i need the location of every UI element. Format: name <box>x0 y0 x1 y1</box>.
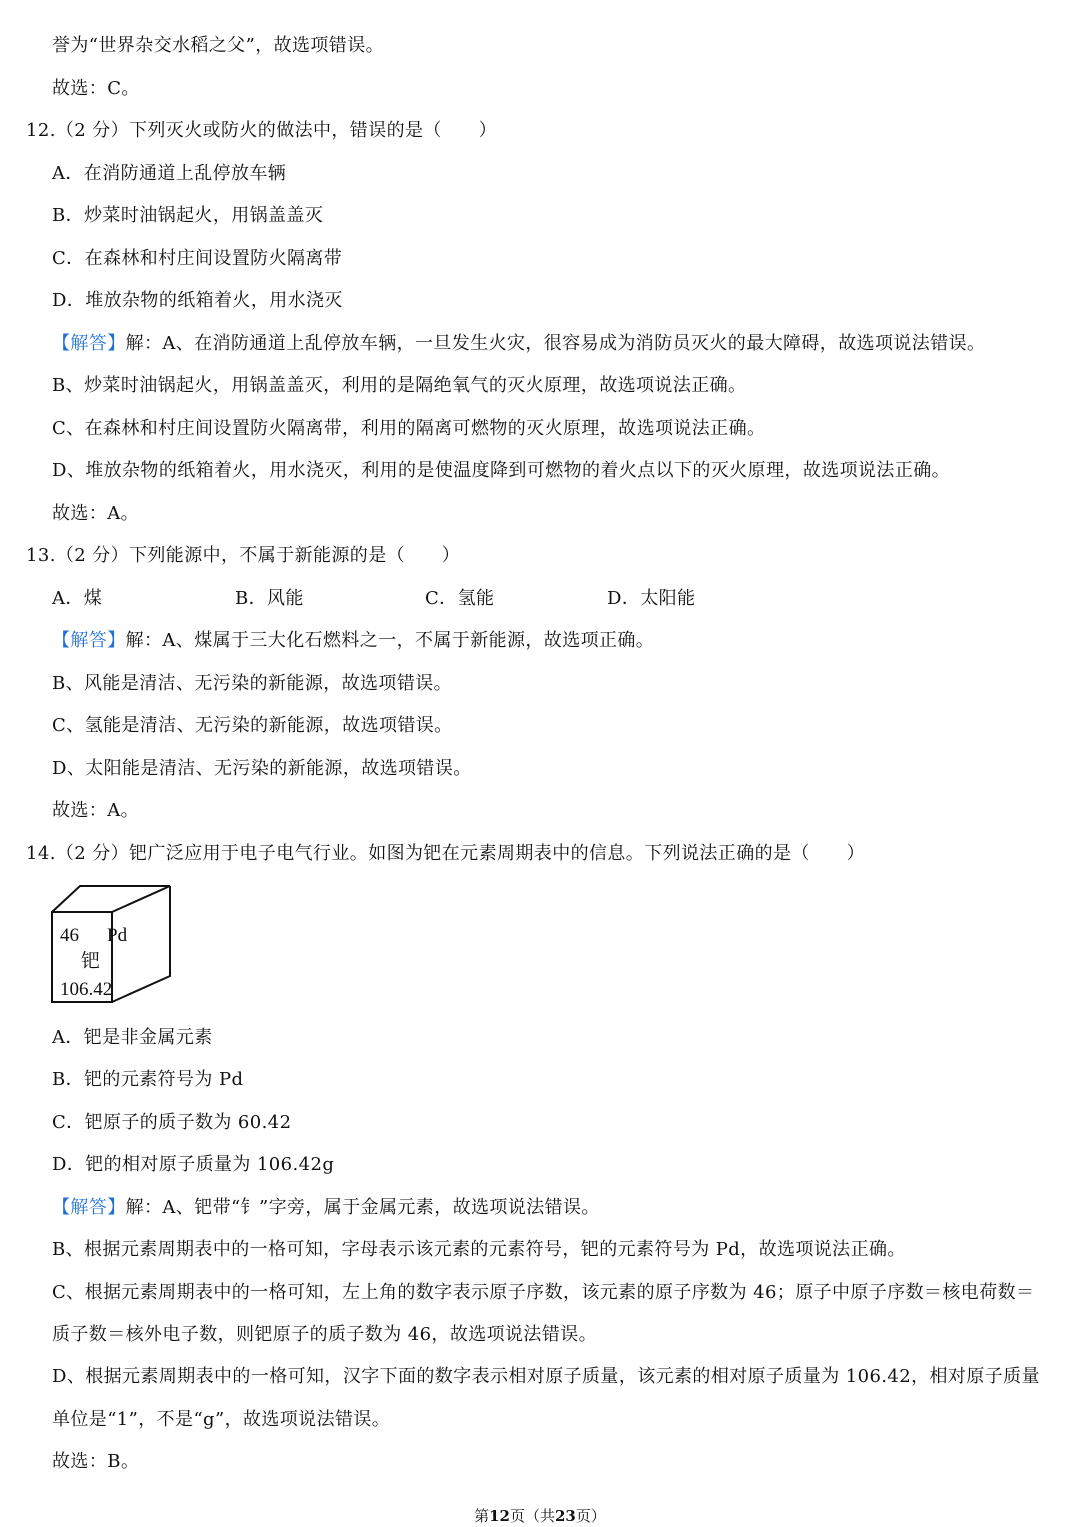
question-13: 13.（2 分）下列能源中，不属于新能源的是（ ） <box>26 545 461 566</box>
answer-line: B、风能是清洁、无污染的新能源，故选项错误。 <box>52 673 453 694</box>
answer-line <box>52 628 654 654</box>
answer-selection: 故选：A。 <box>52 503 139 524</box>
option-b: B．钯的元素符号为 Pd <box>52 1069 244 1090</box>
option-c: C．钯原子的质子数为 60.42 <box>52 1112 292 1133</box>
option-d: D．钯的相对原子质量为 106.42g <box>52 1154 335 1175</box>
option-d: D．堆放杂物的纸箱着火，用水浇灭 <box>52 290 343 311</box>
answer-line: B、根据元素周期表中的一格可知，字母表示该元素的元素符号，钯的元素符号为 Pd，故选项说法正确。 <box>52 1239 906 1260</box>
answer-selection: 故选：A。 <box>52 800 139 821</box>
option-a: A．在消防通道上乱停放车辆 <box>52 163 287 184</box>
answer-text: 解：A、在消防通道上乱停放车辆，一旦发生火灾，很容易成为消防员灭火的最大障碍，故选项说法错误。 <box>125 333 986 354</box>
option-c: C．在森林和村庄间设置防火隔离带 <box>52 248 343 269</box>
footer-text: 第 <box>474 1507 490 1525</box>
answer-line: 单位是“1”，不是“g”，故选项说法错误。 <box>52 1409 391 1430</box>
answer-text: 解：A、钯带“钅”字旁，属于金属元素，故选项说法错误。 <box>125 1197 600 1218</box>
element-card-figure <box>50 884 176 1006</box>
page-footer <box>0 1506 1080 1526</box>
footer-text: 页（共 <box>509 1507 555 1525</box>
option-d: D．太阳能 <box>607 588 696 609</box>
answer-line: B、炒菜时油锅起火，用锅盖盖灭，利用的是隔绝氧气的灭火原理，故选项说法正确。 <box>52 375 747 396</box>
answer-tag: 【解答】 <box>52 1197 126 1218</box>
answer-line <box>52 331 985 357</box>
element-name: 钯 <box>81 951 101 972</box>
answer-tag: 【解答】 <box>52 630 126 651</box>
answer-line: D、根据元素周期表中的一格可知，汉字下面的数字表示相对原子质量，该元素的相对原子质量为 106.42，相对原子质量 <box>52 1366 1040 1387</box>
answer-line: 质子数＝核外电子数，则钯原子的质子数为 46，故选项说法错误。 <box>52 1324 598 1345</box>
footer-text: 页） <box>575 1507 606 1525</box>
option-a: A．钯是非金属元素 <box>52 1027 213 1048</box>
footer-total-pages: 23 <box>555 1507 576 1525</box>
element-card-top <box>52 886 170 912</box>
answer-line: C、根据元素周期表中的一格可知，左上角的数字表示原子序数，该元素的原子序数为 46；原子中原子序数＝核电荷数＝ <box>52 1282 1035 1303</box>
options-row <box>52 586 752 612</box>
answer-selection: 故选：B。 <box>52 1451 140 1472</box>
answer-line: D、太阳能是清洁、无污染的新能源，故选项错误。 <box>52 758 472 779</box>
element-atomic-number: 46 <box>60 925 79 946</box>
answer-line <box>52 1195 600 1221</box>
element-atomic-mass: 106.42 <box>60 979 113 1000</box>
text-line: 故选：C。 <box>52 78 140 99</box>
option-b: B．炒菜时油锅起火，用锅盖盖灭 <box>52 205 324 226</box>
answer-line: C、氢能是清洁、无污染的新能源，故选项错误。 <box>52 715 453 736</box>
option-a: A．煤 <box>52 588 103 609</box>
element-symbol: Pd <box>107 925 128 946</box>
option-b: B．风能 <box>235 588 304 609</box>
footer-page-number: 12 <box>489 1507 510 1525</box>
text-line: 誉为“世界杂交水稻之父”，故选项错误。 <box>52 35 385 56</box>
option-c: C．氢能 <box>425 588 495 609</box>
answer-line: D、堆放杂物的纸箱着火，用水浇灭，利用的是使温度降到可燃物的着火点以下的灭火原理，故选项说法正确。 <box>52 460 951 481</box>
answer-tag: 【解答】 <box>52 333 126 354</box>
question-14: 14.（2 分）钯广泛应用于电子电气行业。如图为钯在元素周期表中的信息。下列说法正确的是（ ） <box>26 843 865 864</box>
answer-line: C、在森林和村庄间设置防火隔离带，利用的隔离可燃物的灭火原理，故选项说法正确。 <box>52 418 766 439</box>
answer-text: 解：A、煤属于三大化石燃料之一，不属于新能源，故选项正确。 <box>125 630 655 651</box>
question-12: 12.（2 分）下列灭火或防火的做法中，错误的是（ ） <box>26 120 497 141</box>
